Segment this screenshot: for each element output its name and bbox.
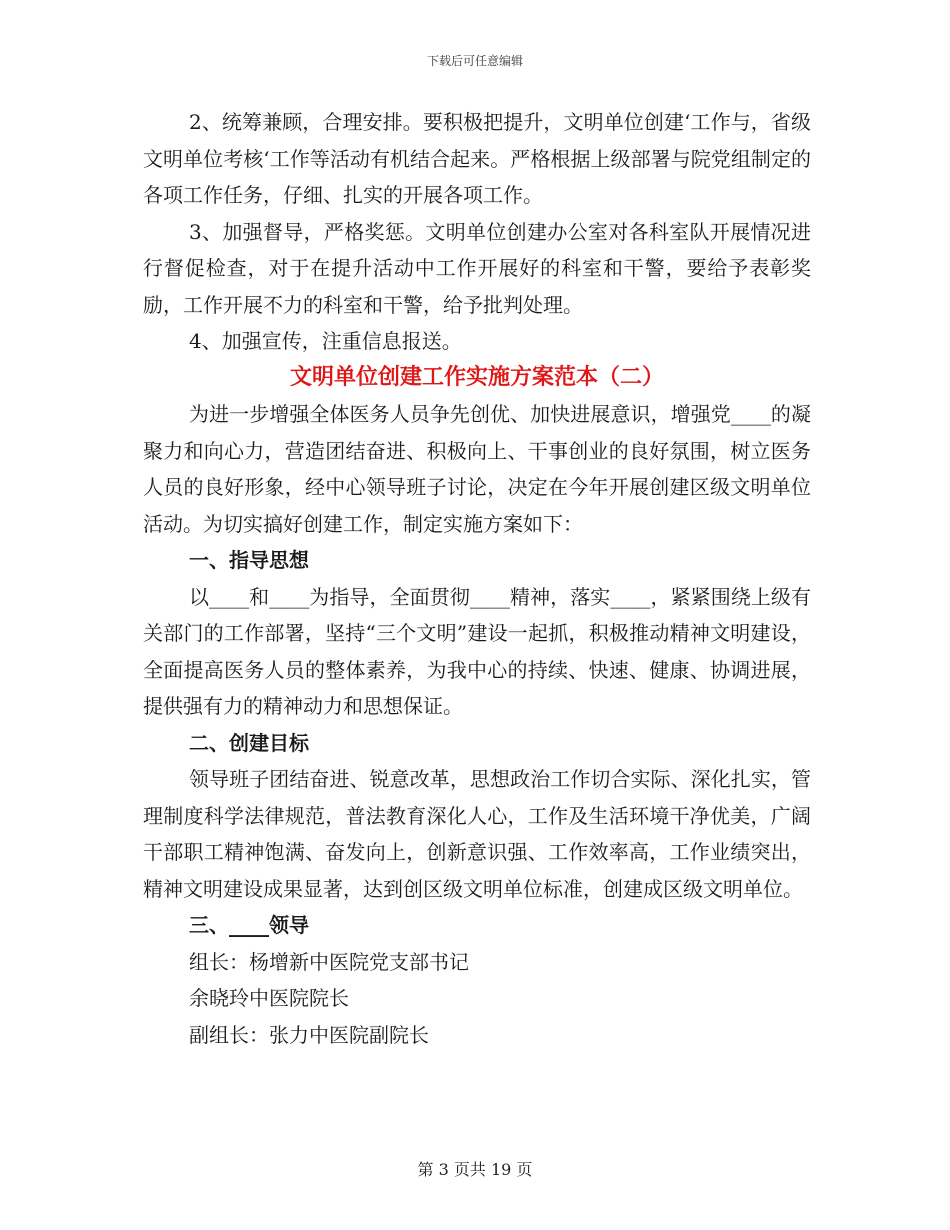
page-footer: 第 3 页共 19 页 xyxy=(417,1160,533,1179)
heading-leadership: 三、____领导 xyxy=(189,913,309,937)
section-title: 文明单位创建工作实施方案范本（二） xyxy=(289,364,664,390)
heading-guiding-ideology: 一、指导思想 xyxy=(189,548,309,572)
paragraph-supervision: 3、加强督导，严格奖惩。文明单位创建办公室对各科室队开展情况进行督促检查，对于在提升活动中工作开展好的科室和干警，要给予表彰奖励，工作开展不力的科室和干警，给予批判处理。 xyxy=(143,219,811,317)
heading-goals: 二、创建目标 xyxy=(189,730,309,755)
paragraph-intro: 为进一步增强全体医务人员争先创优、加快进展意识，增强党____的凝聚力和向心力，营造团结奋进、积极向上、干事创业的良好氛围，树立医务人员的良好形象，经中心领导班子讨论，决定在今年开展创建区级文明单位活动。为切实搞好创建工作，制定实施方案如下： xyxy=(143,402,811,536)
leader-line-1: 组长：杨增新中医院党支部书记 xyxy=(189,949,469,974)
paragraph-guiding-ideology: 以____和____为指导，全面贯彻____精神，落实____，紧紧围绕上级有关部门的工作部署，坚持“三个文明”建设一起抓，积极推动精神文明建设，全面提高医务人员的整体素养，为我中心的持续、快速、健康、协调进展，提供强有力的精神动力和思想保证。 xyxy=(143,584,811,718)
page-header: 下载后可任意编辑 xyxy=(426,54,523,68)
paragraph-coordination: 2、统筹兼顾，合理安排。要积极把提升，文明单位创建‘工作与，省级文明单位考核‘工作等活动有机结合起来。严格根据上级部署与院党组制定的各项工作任务，仔细、扎实的开展各项工作。 xyxy=(143,110,811,207)
document-body xyxy=(143,104,811,1053)
paragraph-publicity: 4、加强宣传，注重信息报送。 xyxy=(189,329,462,353)
leader-line-2: 余晓玲中医院院长 xyxy=(189,986,349,1010)
leader-line-3: 副组长：张力中医院副院长 xyxy=(189,1022,429,1047)
paragraph-goals: 领导班子团结奋进、锐意改革，思想政治工作切合实际、深化扎实，管理制度科学法律规范，普法教育深化人心，工作及生活环境干净优美，广阔干部职工精神饱满、奋发向上，创新意识强、工作效率高，工作业绩突出，精神文明建设成果显著，达到创区级文明单位标准，创建成区级文明单位。 xyxy=(143,767,811,901)
